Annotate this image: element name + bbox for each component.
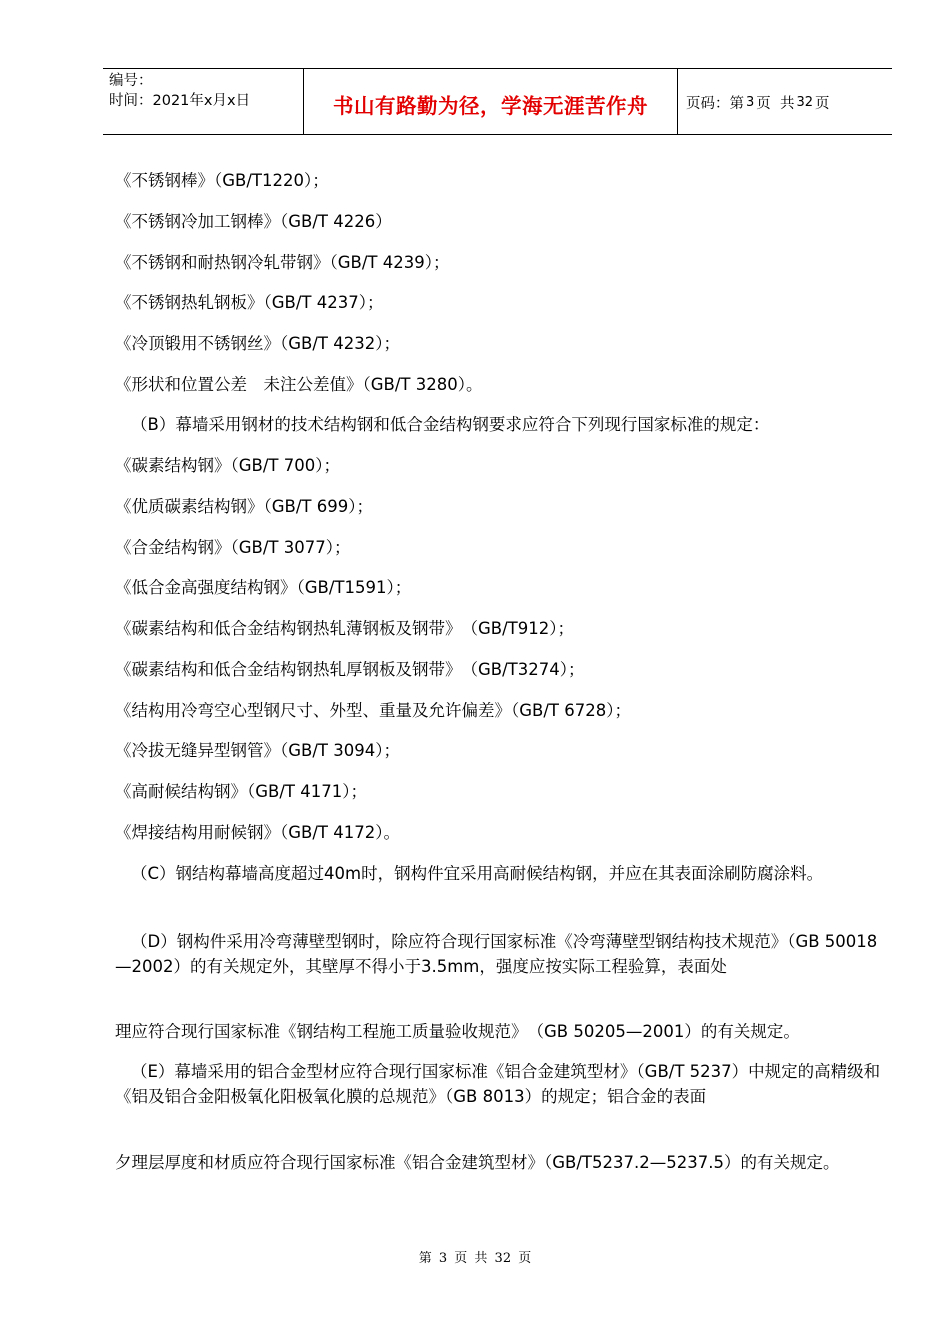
page-total: 32 (796, 95, 814, 110)
page-prefix: 页码：第 (686, 96, 744, 112)
paragraph-d: （D）钢构件采用冷弯薄壁型钢时，除应符合现行国家标准《冷弯薄壁型钢结构技术规范》（GB 50018—2002）的有关规定外，其壁厚不得小于3.5mm，强度应按实际工程验算，表面处 (115, 932, 878, 976)
standard-line: 《碳素结构钢》（GB/T 700）； (115, 456, 340, 475)
standard-line: 《冷顶锻用不锈钢丝》（GB/T 4232）； (115, 334, 400, 353)
page-current: 3 (746, 95, 755, 110)
paragraph-e: （E）幕墙采用的铝合金型材应符合现行国家标准《铝合金建筑型材》（GB/T 5237）中规定的高精级和《铝及铝合金阳极氧化阳极氧化膜的总规范》（GB 8013）的规定；铝合金的表面 (115, 1062, 881, 1106)
standard-line: 《形状和位置公差 未注公差值》（GB/T 3280）。 (115, 375, 483, 394)
standard-line: 《不锈钢冷加工钢棒》（GB/T 4226） (115, 212, 392, 231)
page-suffix: 页 (815, 96, 830, 112)
standard-line: 《碳素结构和低合金结构钢热轧厚钢板及钢带》 （GB/T3274）； (115, 660, 585, 679)
standard-line: 《不锈钢棒》（GB/T1220）； (115, 171, 329, 190)
page-footer: 第 3 页 共 32 页 (418, 1251, 532, 1266)
number-label: 编号： (109, 73, 153, 89)
standard-line: 《结构用冷弯空心型钢尺寸、外型、重量及允许偏差》（GB/T 6728）； (115, 701, 631, 720)
standard-line: 《高耐候结构钢》（GB/T 4171）； (115, 782, 367, 801)
standard-line: 《合金结构钢》（GB/T 3077）； (115, 538, 351, 557)
standard-line: 《碳素结构和低合金结构钢热轧薄钢板及钢带》 （GB/T912）； (115, 619, 574, 638)
paragraph-c: （C）钢结构幕墙高度超过40m时，钢构件宜采用高耐候结构钢，并应在其表面涂刷防腐涂料。 (131, 864, 824, 883)
paragraph-d-cont: 理应符合现行国家标准《钢结构工程施工质量验收规范》 （GB 50205—2001）的有关规定。 (115, 1022, 800, 1041)
standard-line: 《不锈钢热轧钢板》（GB/T 4237）； (115, 293, 384, 312)
standard-line: 《焊接结构用耐候钢》（GB/T 4172）。 (115, 823, 400, 842)
standard-line: 《不锈钢和耐热钢冷轧带钢》（GB/T 4239）； (115, 253, 450, 272)
standard-line: 《优质碳素结构钢》（GB/T 699）； (115, 497, 373, 516)
standard-line: 《冷拔无缝异型钢管》（GB/T 3094）； (115, 741, 400, 760)
header-motto: 书山有路勤为径，学海无涯苦作舟 (304, 69, 678, 134)
page-middle: 页 共 (756, 96, 795, 112)
section-b-heading: （B）幕墙采用钢材的技术结构钢和低合金结构钢要求应符合下列现行国家标准的规定： (131, 415, 770, 434)
standard-line: 《低合金高强度结构钢》（GB/T1591）； (115, 578, 412, 597)
paragraph-e-cont: 夕理层厚度和材质应符合现行国家标准《铝合金建筑型材》（GB/T5237.2—5237.5）的有关规定。 (115, 1153, 840, 1172)
time-label: 时间：2021年x月x日 (109, 93, 251, 109)
